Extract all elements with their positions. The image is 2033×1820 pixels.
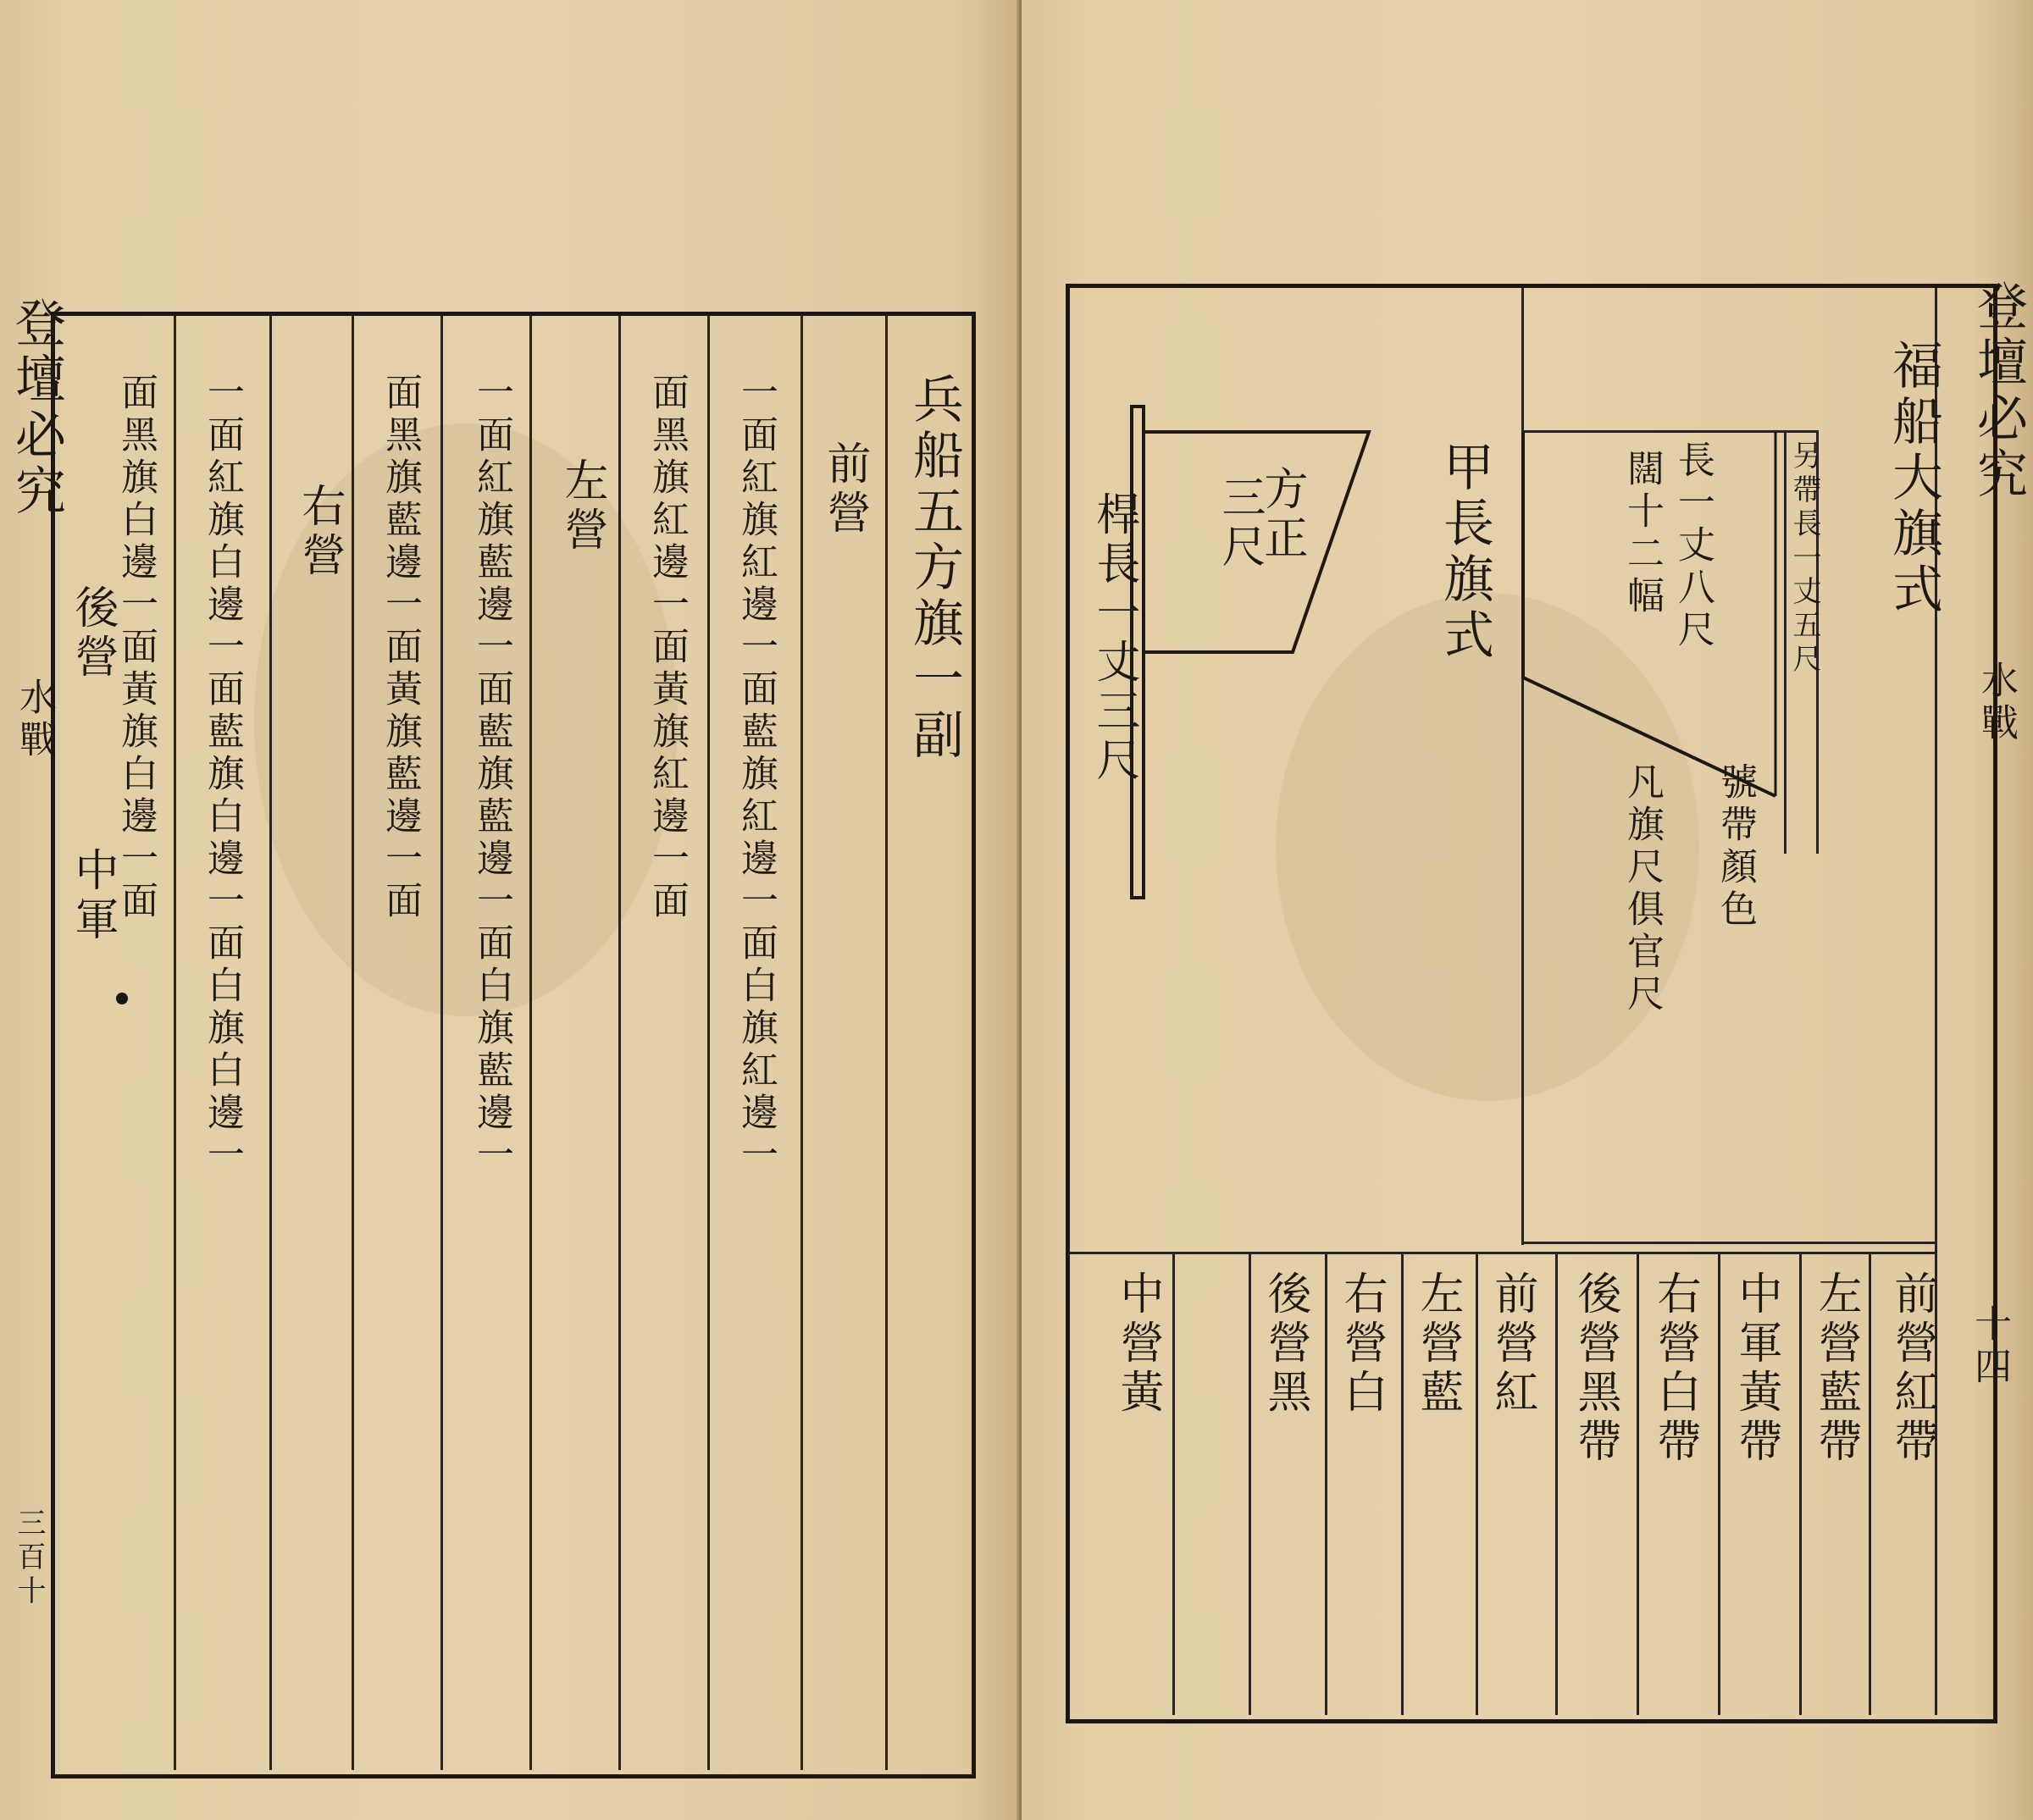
section-line: 一面紅旗紅邊一面藍旗紅邊一面白旗紅邊一 bbox=[734, 373, 778, 1177]
section-heading: 兵船五方旗一副 bbox=[905, 373, 964, 764]
column-rule bbox=[529, 316, 532, 1770]
table-cell: 中營黃 bbox=[1112, 1270, 1163, 1418]
table-cell: 後營黑 bbox=[1260, 1270, 1310, 1418]
table-cell: 左營藍帶 bbox=[1810, 1270, 1861, 1467]
section-label-left: 左營 bbox=[557, 457, 607, 556]
section-label-rear: 後營 bbox=[67, 584, 118, 683]
column-rule bbox=[440, 316, 443, 1770]
section-label-front: 前營 bbox=[819, 440, 870, 539]
table-rule bbox=[1401, 1253, 1404, 1715]
section-line: 一面紅旗藍邊一面藍旗藍邊一面白旗藍邊一 bbox=[470, 373, 513, 1177]
column-rule bbox=[885, 316, 888, 1770]
table-rule bbox=[1799, 1253, 1802, 1715]
margin-page-number: 十四 bbox=[1968, 1304, 2011, 1389]
section-line: 一面紅旗白邊一面藍旗白邊一面白旗白邊一 bbox=[201, 373, 244, 1177]
section-heading: 福船大旗式 bbox=[1884, 339, 1943, 618]
section-line: 面黑旗白邊一面黃旗白邊一面 bbox=[114, 373, 158, 923]
column-rule bbox=[800, 316, 803, 1770]
pole-length-note: 桿長一丈三尺 bbox=[1089, 491, 1139, 786]
table-cell: 中軍黃帶 bbox=[1731, 1270, 1781, 1467]
all-flags-note: 凡旗尺俱官尺 bbox=[1620, 762, 1664, 1016]
margin-page-number: 三百十 bbox=[12, 1507, 46, 1609]
margin-title: 登壇必究 bbox=[1969, 279, 2028, 503]
band-color-note: 號帶顏色 bbox=[1714, 762, 1757, 932]
table-rule bbox=[1869, 1253, 1871, 1715]
table-top-rule bbox=[1070, 1252, 1935, 1254]
square-note: 方正 bbox=[1256, 466, 1307, 564]
table-rule bbox=[1555, 1253, 1558, 1715]
column-rule bbox=[618, 316, 621, 1770]
table-cell: 前營紅帶 bbox=[1886, 1270, 1937, 1467]
table-cell: 右營白帶 bbox=[1649, 1270, 1700, 1467]
section-line: 面黑旗藍邊一面黃旗藍邊一面 bbox=[379, 373, 422, 923]
table-cell: 左營藍 bbox=[1412, 1270, 1463, 1418]
column-rule bbox=[352, 316, 354, 1770]
table-rule bbox=[1476, 1253, 1478, 1715]
column-rule bbox=[174, 316, 176, 1770]
binding-hole bbox=[116, 993, 128, 1004]
band-note: 另帶長一丈五尺 bbox=[1787, 440, 1821, 678]
table-rule bbox=[1172, 1253, 1175, 1715]
table-rule bbox=[1249, 1253, 1251, 1715]
table-rule bbox=[1325, 1253, 1327, 1715]
margin-title: 登壇必究 bbox=[7, 296, 66, 520]
flag-width: 闊十二幅 bbox=[1620, 449, 1664, 618]
column-rule bbox=[269, 316, 272, 1770]
column-rule bbox=[707, 316, 710, 1770]
square-size: 三尺 bbox=[1214, 474, 1265, 573]
table-cell: 右營白 bbox=[1336, 1270, 1387, 1418]
margin-section: 水戰 bbox=[13, 678, 56, 762]
section-label-center: 中軍 bbox=[67, 847, 118, 945]
table-cell: 前營紅 bbox=[1487, 1270, 1537, 1418]
section-label-right: 右營 bbox=[294, 483, 345, 581]
margin-section: 水戰 bbox=[1975, 661, 2018, 745]
table-top-rule-right bbox=[1521, 1242, 1935, 1244]
flag-length: 長一丈八尺 bbox=[1671, 440, 1714, 652]
table-rule bbox=[1718, 1253, 1720, 1715]
second-heading: 甲長旗式 bbox=[1435, 440, 1494, 664]
table-rule bbox=[1637, 1253, 1639, 1715]
table-cell: 後營黑帶 bbox=[1570, 1270, 1620, 1467]
right-page bbox=[1022, 0, 2033, 1820]
section-line: 面黑旗紅邊一面黃旗紅邊一面 bbox=[645, 373, 689, 923]
